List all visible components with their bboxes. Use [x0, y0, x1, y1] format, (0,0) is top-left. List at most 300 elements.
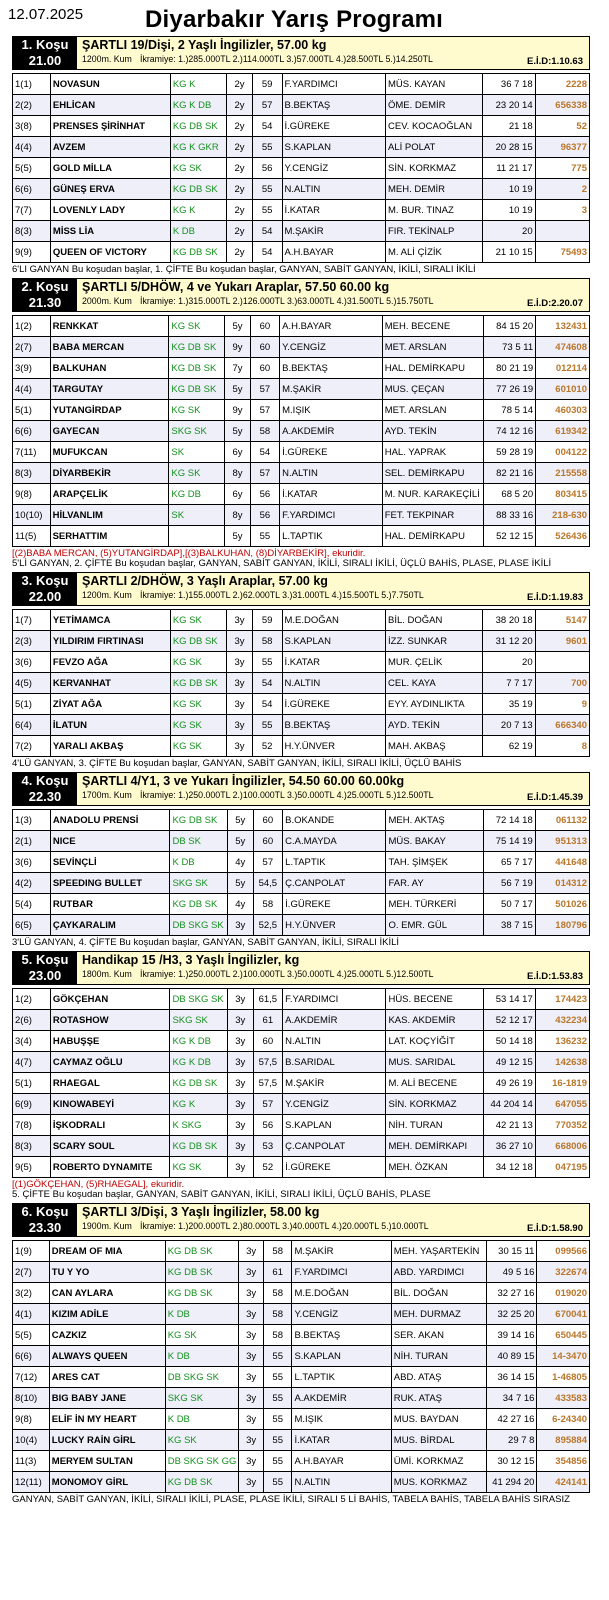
horse-age: 3y [239, 1409, 264, 1430]
horse-weight: 58 [250, 421, 279, 442]
horse-age: 9y [225, 337, 250, 358]
jockey-name: A.H.BAYAR [282, 242, 386, 263]
entry-row [13, 1157, 590, 1178]
horse-age: 4y [227, 894, 253, 915]
jockey-name: İ.GÜREKE [280, 442, 383, 463]
race-conditions: ŞARTLI 2/DHÖW, 3 Yaşlı Araplar, 57.00 kg [82, 574, 328, 588]
race-conditions: ŞARTLI 4/Y1, 3 ve Yukarı İngilizler, 54.50 60.00 60.00kg [82, 774, 405, 788]
owner-name: RUK. ATAŞ [391, 1388, 486, 1409]
entry-row [13, 694, 590, 715]
pedigree-tags: KG SK [170, 736, 226, 757]
horse-age: 5y [227, 810, 253, 831]
entry-row [13, 116, 590, 137]
race-record-time: E.İ.D:1.45.39 [527, 792, 583, 803]
entry-number: 6(4) [13, 715, 51, 736]
pedigree-tags: KG SK [170, 652, 226, 673]
form-code: 951313 [535, 831, 589, 852]
form-code: 004122 [536, 442, 590, 463]
horse-stats: 75 14 19 [483, 831, 535, 852]
jockey-name: Ç.CANPOLAT [283, 873, 386, 894]
race-number: 2. Koşu [21, 279, 69, 294]
entries-table [12, 809, 590, 936]
pedigree-tags: KG DB SK [170, 242, 226, 263]
owner-name: ALİ POLAT [386, 137, 483, 158]
race-bet-types: 3'LÜ GANYAN, 4. ÇİFTE Bu koşudan başlar, GANYAN, SABİT GANYAN, İKİLİ, SIRALI İKİLİ [12, 937, 400, 948]
horse-stats: 42 21 13 [483, 1115, 535, 1136]
form-code: 895884 [537, 1430, 590, 1451]
horse-weight: 52 [252, 736, 282, 757]
race-prize: İkramiye: 1.)250.000TL 2.)100.000TL 3.)50.000TL 4.)25.000TL 5.)12.500TL [140, 790, 434, 800]
pedigree-tags: K DB [165, 1346, 239, 1367]
horse-name: LOVENLY LADY [50, 200, 170, 221]
entry-number: 5(5) [13, 1325, 50, 1346]
pedigree-tags: KG K DB [170, 1031, 227, 1052]
horse-weight: 55 [252, 715, 282, 736]
form-code: 424141 [537, 1472, 590, 1493]
entry-row [13, 1262, 590, 1283]
form-code: 650445 [537, 1325, 590, 1346]
horse-age: 2y [227, 242, 253, 263]
form-code [535, 652, 589, 673]
race-badge [13, 1204, 77, 1236]
entry-number: 5(5) [13, 158, 51, 179]
entry-number: 8(3) [13, 221, 51, 242]
race-record-time: E.İ.D:1.10.63 [527, 56, 583, 67]
form-code: 3 [535, 200, 589, 221]
horse-age: 3y [239, 1430, 264, 1451]
owner-name: AYD. TEKİN [382, 421, 484, 442]
entry-number: 1(9) [13, 1241, 50, 1262]
owner-name: MEH. BECENE [382, 316, 484, 337]
entry-number: 7(12) [13, 1367, 50, 1388]
entry-number: 9(8) [13, 484, 51, 505]
owner-name: MUS. KORKMAZ [391, 1472, 486, 1493]
jockey-name: S.KAPLAN [283, 1115, 386, 1136]
owner-name: İZZ. SUNKAR [386, 631, 483, 652]
entry-row [13, 1136, 590, 1157]
entry-number: 1(7) [13, 610, 51, 631]
horse-name: LUCKY RAİN GİRL [49, 1430, 165, 1451]
jockey-name: B.BEKTAŞ [280, 358, 383, 379]
form-code: 526436 [536, 526, 590, 547]
horse-name: SEVİNÇLİ [50, 852, 170, 873]
form-code: 775 [535, 158, 589, 179]
horse-name: ARAPÇELİK [50, 484, 169, 505]
horse-age: 3y [227, 715, 253, 736]
owner-name: NİH. TURAN [386, 1115, 483, 1136]
race-bet-types: 6'LI GANYAN Bu koşudan başlar, 1. ÇİFTE Bu koşudan başlar, GANYAN, SABİT GANYAN, İKİLİ, SIRALI İKİLİ [12, 264, 476, 275]
horse-age: 6y [225, 442, 250, 463]
horse-age: 3y [227, 736, 253, 757]
race-header [12, 1203, 590, 1237]
race-bet-types: GANYAN, SABİT GANYAN, İKİLİ, SIRALI İKİLİ, PLASE, PLASE İKİLİ, SIRALI 5 Lİ BAHİS, TABELA BAHİS, TABELA BAHİS SIRASIZ [12, 1494, 570, 1505]
horse-name: GÜNEŞ ERVA [50, 179, 170, 200]
horse-name: MİSS LİA [50, 221, 170, 242]
pedigree-tags: KG K [170, 74, 226, 95]
race-distance: 1700m. Kum [82, 790, 132, 800]
horse-stats: 49 12 15 [483, 1052, 535, 1073]
entry-row [13, 1430, 590, 1451]
horse-name: AVZEM [50, 137, 170, 158]
entry-row [13, 1241, 590, 1262]
owner-name: LAT. KOÇYİĞİT [386, 1031, 483, 1052]
pedigree-tags: KG DB SK [170, 116, 226, 137]
form-code: 619342 [536, 421, 590, 442]
form-code: 180796 [535, 915, 589, 936]
owner-name: SEL. DEMİRKAPU [382, 463, 484, 484]
owner-name: EYY. AYDINLIKTA [386, 694, 483, 715]
pedigree-tags: K DB [170, 221, 226, 242]
entry-row [13, 1010, 590, 1031]
owner-name: FAR. AY [386, 873, 483, 894]
race-details [82, 790, 584, 801]
horse-weight: 55 [263, 1388, 291, 1409]
entry-row [13, 736, 590, 757]
horse-name: KINOWABEYİ [50, 1094, 170, 1115]
entry-number: 2(7) [13, 1262, 50, 1283]
pedigree-tags [169, 526, 225, 547]
horse-weight: 59 [252, 610, 282, 631]
horse-stats: 50 7 17 [483, 894, 535, 915]
horse-name: CAN AYLARA [49, 1283, 165, 1304]
horse-age: 3y [239, 1472, 264, 1493]
jockey-name: N.ALTIN [282, 179, 386, 200]
entries-table [12, 73, 590, 263]
form-code: 2228 [535, 74, 589, 95]
pedigree-tags: KG K DB [170, 95, 226, 116]
horse-stats: 36 7 18 [483, 74, 535, 95]
horse-stats: 30 12 15 [486, 1451, 537, 1472]
jockey-name: M.IŞIK [292, 1409, 391, 1430]
entry-row [13, 421, 590, 442]
horse-weight: 56 [250, 484, 279, 505]
horse-weight: 57 [250, 400, 279, 421]
horse-age: 8y [225, 505, 250, 526]
horse-stats: 72 14 18 [483, 810, 535, 831]
horse-age: 9y [225, 400, 250, 421]
entry-number: 5(1) [13, 694, 51, 715]
pedigree-tags: KG SK [170, 158, 226, 179]
pedigree-tags: KG DB SK [165, 1241, 239, 1262]
race-info [77, 573, 589, 605]
horse-weight: 58 [252, 631, 282, 652]
horse-stats: 10 19 [483, 200, 535, 221]
form-code: 136232 [535, 1031, 589, 1052]
form-code: 354856 [537, 1451, 590, 1472]
horse-name: HİLVANLIM [50, 505, 169, 526]
jockey-name: F.YARDIMCI [280, 505, 383, 526]
entry-number: 7(7) [13, 200, 51, 221]
horse-weight: 57 [250, 463, 279, 484]
horse-name: NICE [50, 831, 170, 852]
race-number: 1. Koşu [21, 37, 69, 52]
pedigree-tags: K SKG [170, 1115, 227, 1136]
horse-weight: 54 [252, 116, 282, 137]
race-notes [12, 265, 590, 275]
jockey-name: N.ALTIN [282, 673, 386, 694]
horse-age: 3y [227, 989, 253, 1010]
horse-weight: 56 [253, 1115, 283, 1136]
horse-age: 7y [225, 358, 250, 379]
horse-age: 5y [225, 526, 250, 547]
form-code: 460303 [536, 400, 590, 421]
horse-weight: 58 [263, 1304, 291, 1325]
pedigree-tags: DB SKG SK [170, 915, 227, 936]
entry-number: 11(5) [13, 526, 51, 547]
owner-name: ÖME. DEMİR [386, 95, 483, 116]
horse-age: 4y [227, 852, 253, 873]
horse-age: 5y [227, 831, 253, 852]
form-code: 96377 [535, 137, 589, 158]
owner-name: TAH. ŞİMŞEK [386, 852, 483, 873]
entry-row [13, 137, 590, 158]
entry-row [13, 379, 590, 400]
horse-age: 6y [225, 484, 250, 505]
entry-number: 5(1) [13, 400, 51, 421]
horse-stats: 21 10 15 [483, 242, 535, 263]
owner-name: MET. ARSLAN [382, 337, 484, 358]
race-distance: 1900m. Kum [82, 1221, 132, 1231]
entry-number: 4(1) [13, 1304, 50, 1325]
owner-name: MAH. AKBAŞ [386, 736, 483, 757]
form-code: 647055 [535, 1094, 589, 1115]
horse-age: 8y [225, 463, 250, 484]
race-bet-types: 4'LÜ GANYAN, 3. ÇİFTE Bu koşudan başlar, GANYAN, SABİT GANYAN, İKİLİ, SIRALI İKİLİ, ÜÇLÜ BAHİS [12, 758, 462, 769]
horse-weight: 52,5 [253, 915, 283, 936]
race-time: 22.30 [28, 789, 62, 804]
jockey-name: Ç.CANPOLAT [283, 1136, 386, 1157]
horse-stats: 88 33 16 [484, 505, 536, 526]
pedigree-tags: KG DB SK [165, 1472, 239, 1493]
horse-weight: 59 [252, 74, 282, 95]
race-list [12, 36, 590, 1508]
race-bet-types: 5. ÇİFTE Bu koşudan başlar, GANYAN, SABİT GANYAN, İKİLİ, SIRALI İKİLİ, ÜÇLÜ BAHİS, PLASE [12, 1189, 431, 1200]
horse-stats: 38 7 15 [483, 915, 535, 936]
horse-name: BALKUHAN [50, 358, 169, 379]
pedigree-tags: KG DB SK [165, 1283, 239, 1304]
jockey-name: N.ALTIN [283, 1031, 386, 1052]
jockey-name: Y.CENGİZ [280, 337, 383, 358]
horse-weight: 56 [250, 505, 279, 526]
form-code: 441648 [535, 852, 589, 873]
entry-number: 6(6) [13, 1346, 50, 1367]
race-details [82, 1221, 584, 1232]
entry-row [13, 74, 590, 95]
horse-age: 3y [239, 1262, 264, 1283]
horse-weight: 54,5 [253, 873, 283, 894]
jockey-name: M.ŞAKİR [282, 221, 386, 242]
entry-number: 9(9) [13, 242, 51, 263]
form-code: 666340 [535, 715, 589, 736]
race-info [77, 1204, 589, 1236]
entry-number: 3(6) [13, 852, 51, 873]
race-time: 21.00 [28, 53, 62, 68]
pedigree-tags: SKG SK [170, 873, 227, 894]
race-distance: 2000m. Kum [82, 296, 132, 306]
horse-age: 3y [227, 673, 253, 694]
race-header [12, 572, 590, 606]
race-header [12, 278, 590, 312]
form-code: 142638 [535, 1052, 589, 1073]
entry-row [13, 1031, 590, 1052]
race-ekuri-note: [(1)GÖKÇEHAN, (5)RHAEGAL], ekuridir. [12, 1179, 185, 1190]
horse-weight: 55 [252, 652, 282, 673]
owner-name: KAS. AKDEMİR [386, 1010, 483, 1031]
horse-weight: 55 [263, 1451, 291, 1472]
horse-age: 3y [227, 1136, 253, 1157]
entry-number: 3(2) [13, 1283, 50, 1304]
race-ekuri-note: [(2)BABA MERCAN, (5)YUTANGİRDAP],[(3)BALKUHAN, (8)DİYARBEKİR], ekuridir. [12, 548, 366, 559]
horse-name: NOVASUN [50, 74, 170, 95]
entry-row [13, 484, 590, 505]
jockey-name: B.BEKTAŞ [282, 95, 386, 116]
pedigree-tags: KG K GKR [170, 137, 226, 158]
owner-name: O. EMR. GÜL [386, 915, 483, 936]
jockey-name: N.ALTIN [280, 463, 383, 484]
race-details [82, 969, 584, 980]
race-number: 4. Koşu [21, 773, 69, 788]
entry-row [13, 463, 590, 484]
jockey-name: M.E.DOĞAN [282, 610, 386, 631]
horse-stats: 53 14 17 [483, 989, 535, 1010]
horse-age: 3y [227, 631, 253, 652]
horse-weight: 55 [263, 1346, 291, 1367]
owner-name: NİH. TURAN [391, 1346, 486, 1367]
horse-weight: 54 [250, 442, 279, 463]
form-code: 8 [535, 736, 589, 757]
horse-stats: 20 [483, 221, 535, 242]
horse-stats: 20 7 13 [483, 715, 535, 736]
entry-row [13, 1052, 590, 1073]
horse-name: YUTANGİRDAP [50, 400, 169, 421]
race-info [77, 37, 589, 69]
race-badge [13, 37, 77, 69]
entry-row [13, 1472, 590, 1493]
horse-stats: 20 [483, 652, 535, 673]
race-section [12, 572, 590, 769]
entry-row [13, 873, 590, 894]
race-prize: İkramiye: 1.)315.000TL 2.)126.000TL 3.)63.000TL 4.)31.500TL 5.)15.750TL [140, 296, 434, 306]
owner-name: HAL. YAPRAK [382, 442, 484, 463]
horse-weight: 60 [253, 831, 283, 852]
owner-name: ÜMİ. KORKMAZ [391, 1451, 486, 1472]
form-code: 433583 [537, 1388, 590, 1409]
entry-row [13, 1325, 590, 1346]
entries-table [12, 1240, 590, 1493]
horse-weight: 57 [253, 852, 283, 873]
horse-age: 2y [227, 74, 253, 95]
horse-age: 5y [225, 316, 250, 337]
jockey-name: F.YARDIMCI [292, 1262, 391, 1283]
race-record-time: E.İ.D:1.53.83 [527, 971, 583, 982]
owner-name: M. ALİ ÇİZİK [386, 242, 483, 263]
pedigree-tags: KG SK [170, 1157, 227, 1178]
entries-table [12, 988, 590, 1178]
horse-age: 3y [239, 1388, 264, 1409]
horse-name: TARGUTAY [50, 379, 169, 400]
form-code: 52 [535, 116, 589, 137]
horse-weight: 55 [263, 1430, 291, 1451]
race-prize: İkramiye: 1.)155.000TL 2.)62.000TL 3.)31.000TL 4.)15.500TL 5.)7.750TL [140, 590, 424, 600]
entry-row [13, 631, 590, 652]
entry-row [13, 1073, 590, 1094]
entry-number: 3(6) [13, 652, 51, 673]
form-code: 6-24340 [537, 1409, 590, 1430]
owner-name: HÜS. BECENE [386, 989, 483, 1010]
entry-row [13, 1304, 590, 1325]
horse-name: KERVANHAT [50, 673, 170, 694]
pedigree-tags: K DB [170, 852, 227, 873]
owner-name: M. ALİ BECENE [386, 1073, 483, 1094]
horse-name: CAZKIZ [49, 1325, 165, 1346]
jockey-name: B.BEKTAŞ [292, 1325, 391, 1346]
horse-weight: 55 [263, 1367, 291, 1388]
entry-number: 2(7) [13, 337, 51, 358]
horse-age: 2y [227, 221, 253, 242]
horse-age: 3y [227, 652, 253, 673]
form-code: 432234 [535, 1010, 589, 1031]
jockey-name: Y.CENGİZ [283, 1094, 386, 1115]
race-section [12, 1203, 590, 1505]
form-code: 019020 [537, 1283, 590, 1304]
owner-name: MUR. ÇELİK [386, 652, 483, 673]
horse-weight: 53 [253, 1136, 283, 1157]
horse-name: YILDIRIM FIRTINASI [50, 631, 170, 652]
form-code: 047195 [535, 1157, 589, 1178]
horse-stats: 40 89 15 [486, 1346, 537, 1367]
pedigree-tags: SKG SK [165, 1388, 239, 1409]
owner-name: MEH. YAŞARTEKİN [391, 1241, 486, 1262]
entry-number: 3(9) [13, 358, 51, 379]
race-time: 22.00 [28, 589, 62, 604]
horse-name: İŞKODRALI [50, 1115, 170, 1136]
pedigree-tags: KG SK [170, 610, 226, 631]
jockey-name: M.ŞAKİR [292, 1241, 391, 1262]
race-section [12, 36, 590, 275]
horse-weight: 58 [263, 1283, 291, 1304]
pedigree-tags: KG DB SK [170, 673, 226, 694]
horse-name: GÖKÇEHAN [50, 989, 170, 1010]
form-code: 061132 [535, 810, 589, 831]
owner-name: HAL. DEMİRKAPU [382, 358, 484, 379]
pedigree-tags: KG K DB [170, 1052, 227, 1073]
form-code: 670041 [537, 1304, 590, 1325]
entry-number: 2(1) [13, 831, 51, 852]
pedigree-tags: SKG SK [169, 421, 225, 442]
entry-number: 9(5) [13, 1157, 51, 1178]
race-time: 21.30 [28, 295, 62, 310]
form-code: 322674 [537, 1262, 590, 1283]
entries-table [12, 609, 590, 757]
horse-name: BIG BABY JANE [49, 1388, 165, 1409]
entry-row [13, 1115, 590, 1136]
horse-stats: 35 19 [483, 694, 535, 715]
jockey-name: A.AKDEMİR [280, 421, 383, 442]
race-conditions: ŞARTLI 3/Dişi, 3 Yaşlı İngilizler, 58.00 kg [82, 1205, 320, 1219]
race-badge [13, 773, 77, 805]
horse-stats: 52 12 15 [484, 526, 536, 547]
jockey-name: C.A.MAYDA [283, 831, 386, 852]
owner-name: MEH. TÜRKERİ [386, 894, 483, 915]
entry-number: 5(4) [13, 894, 51, 915]
horse-age: 3y [227, 1052, 253, 1073]
horse-age: 2y [227, 158, 253, 179]
horse-weight: 55 [263, 1472, 291, 1493]
pedigree-tags: KG K [170, 1094, 227, 1115]
entry-number: 2(3) [13, 631, 51, 652]
jockey-name: S.KAPLAN [282, 631, 386, 652]
entry-number: 10(10) [13, 505, 51, 526]
